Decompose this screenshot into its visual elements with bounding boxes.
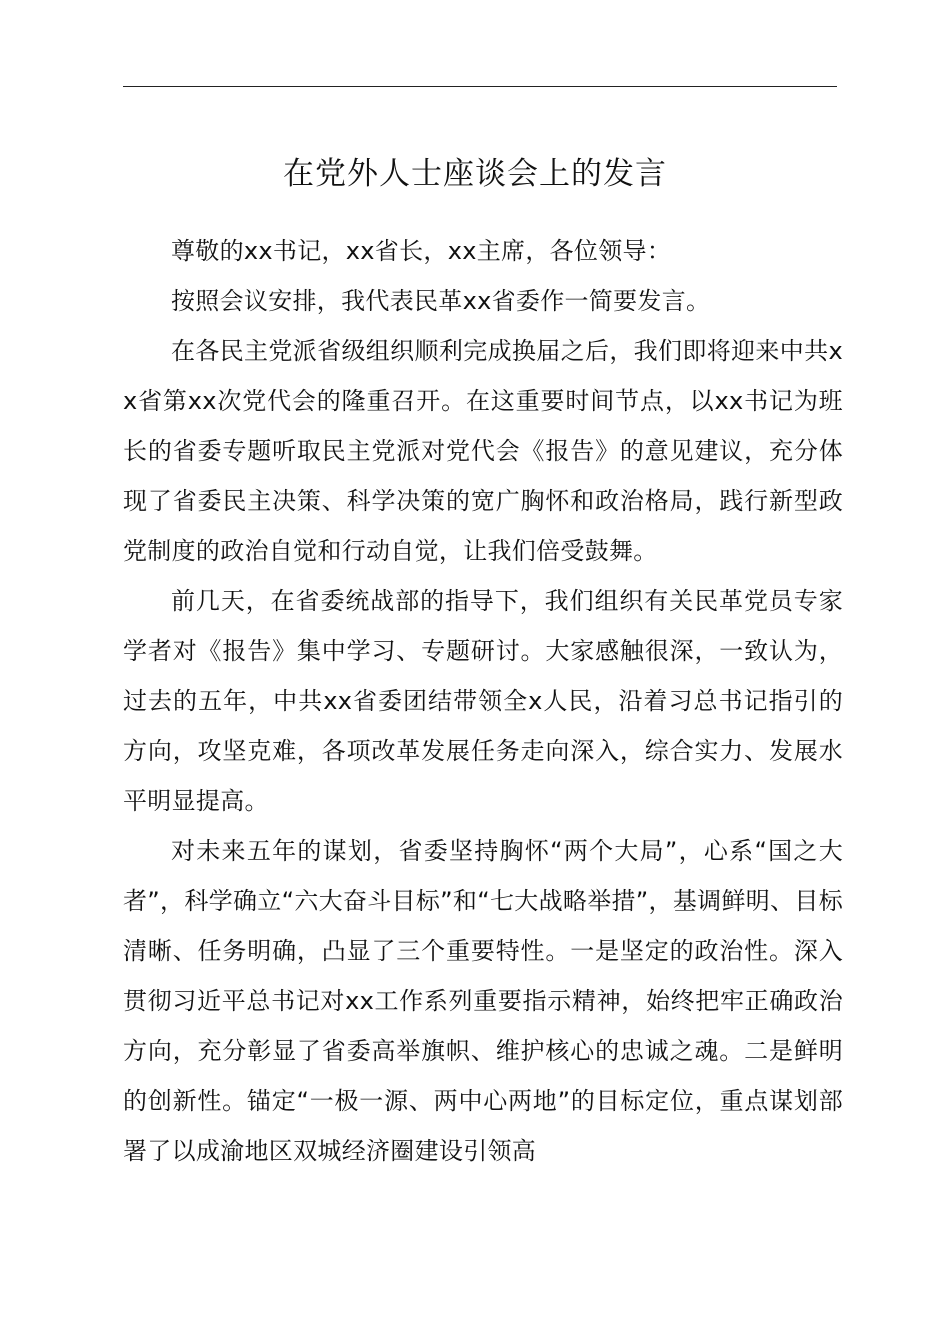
paragraph-intro: 按照会议安排，我代表民革xx省委作一简要发言。	[171, 287, 711, 315]
header-rule	[123, 86, 837, 87]
paragraph: 对未来五年的谋划，省委坚持胸怀“两个大局”，心系“国之大者”，科学确立“六大奋斗目标”和“七大战略举措”，基调鲜明、目标清晰、任务明确，凸显了三个重要特性。一是坚定的政治性。深入贯彻习近平总书记对xx工作系列重要指示精神，始终把牢正确政治方向，充分彰显了省委高举旗帜、维护核心的忠诚之魂。二是鲜明的创新性。锚定“一极一源、两中心两地”的目标定位，重点谋划部署了以成渝地区双城经济圈建设引领高	[123, 837, 843, 1165]
paragraph-salutation: 尊敬的xx书记，xx省长，xx主席，各位领导：	[171, 237, 672, 265]
document-title: 在党外人士座谈会上的发言	[283, 156, 667, 192]
paragraph: 前几天，在省委统战部的指导下，我们组织有关民革党员专家学者对《报告》集中学习、专题研讨。大家感触很深，一致认为，过去的五年，中共xx省委团结带领全x人民，沿着习总书记指引的方向，攻坚克难，各项改革发展任务走向深入，综合实力、发展水平明显提高。	[123, 587, 843, 815]
paragraph: 在各民主党派省级组织顺利完成换届之后，我们即将迎来中共xx省第xx次党代会的隆重召开。在这重要时间节点，以xx书记为班长的省委专题听取民主党派对党代会《报告》的意见建议，充分体现了省委民主决策、科学决策的宽广胸怀和政治格局，践行新型政党制度的政治自觉和行动自觉，让我们倍受鼓舞。	[123, 337, 843, 565]
document-body	[123, 226, 843, 1176]
